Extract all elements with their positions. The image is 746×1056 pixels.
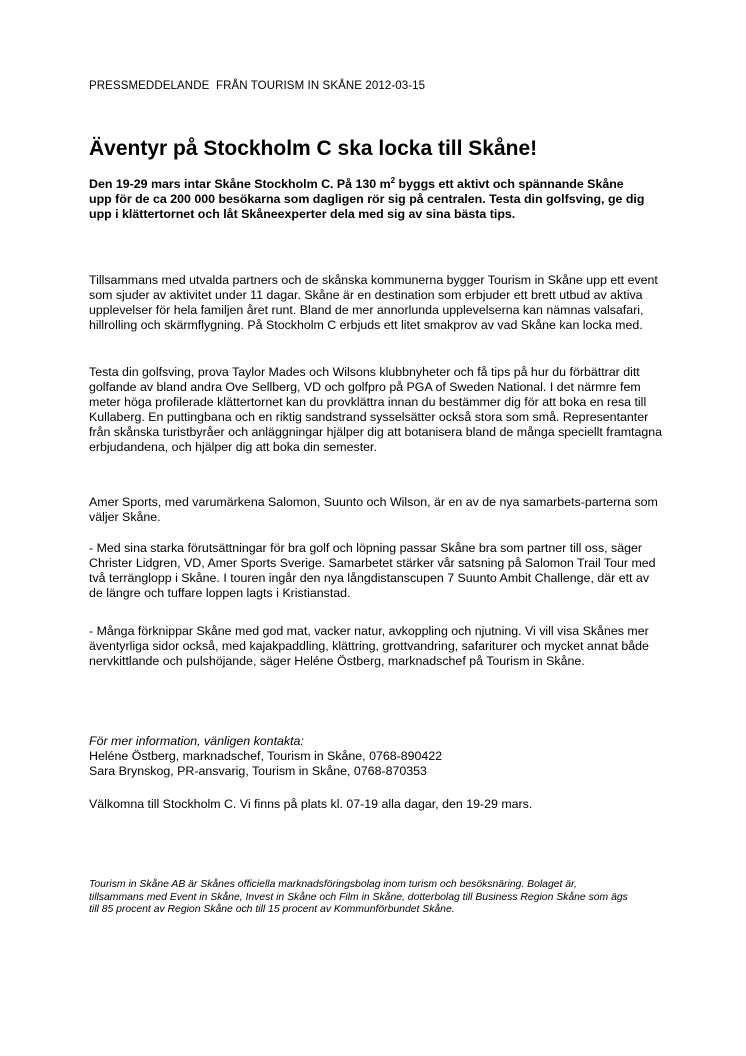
contact-block xyxy=(89,734,649,779)
contact-intro: För mer information, vänligen kontakta: xyxy=(89,734,304,748)
press-release-header: PRESSMEDDELANDE FRÅN TOURISM IN SKÅNE 2012-03-15 xyxy=(89,80,426,92)
body-paragraph-5: - Många förknippar Skåne med god mat, vacker natur, avkoppling och njutning. Vi vill visa Skånes mer äventyrliga sidor också, med kajakpaddling, klättring, grottvandring, safariturer och mycket annat både nervkittlande och pulshöjande, säger Heléne Östberg, marknadschef på Tourism in Skåne. xyxy=(89,624,649,668)
headline: Äventyr på Stockholm C ska locka till Skåne! xyxy=(89,137,538,160)
lead-text-end: byggs ett aktivt och spännande Skåne upp för de ca 200 000 besökarna som dagligen rör sig på centralen. Testa din golfsving, ge dig upp i klättertornet och låt Skåneexperter dela med sig av sina bästa tips. xyxy=(89,177,645,221)
body-paragraph-1: Tillsammans med utvalda partners och de skånska kommunerna bygger Tourism in Skåne upp ett event som sjuder av aktivitet under 11 dagar. Skåne är en destination som erbjuder ett brett utbud av aktiva upplevelser för hela familjen året runt. Bland de mer annorlunda upplevelserna kan nämnas valsafari, hillrolling och skärmflygning. På Stockholm C erbjuds ett litet smakprov av vad Skåne kan locka med. xyxy=(89,273,658,332)
body-paragraph-4: - Med sina starka förutsättningar för bra golf och löpning passar Skåne bra som partner till oss, säger Christer Lidgren, VD, Amer Sports Sverige. Samarbetet stärker vår satsning på Salomon Trail Tour med två terränglopp i Skåne. I touren ingår den nya långdistanscupen 7 Suunto Ambit Challenge, där ett av de längre och tuffare loppen lagts i Kristianstad. xyxy=(89,541,656,600)
lead-text-start: Den 19-29 mars intar Skåne Stockholm C. På 130 m xyxy=(89,177,391,191)
footer-note: Tourism in Skåne AB är Skånes officiella marknadsföringsbolag inom turism och besöksnäring. Bolaget är, tillsammans med Event in Skåne, Invest in Skåne och Film in Skåne, dotterbolag till Business Region Skåne som ägs till 85 procent av Region Skåne och till 15 procent av Kommunförbundet Skåne. xyxy=(89,879,628,916)
lead-paragraph xyxy=(89,177,649,222)
contact-line: Sara Brynskog, PR-ansvarig, Tourism in Skåne, 0768-870353 xyxy=(89,764,427,778)
body-paragraph-3: Amer Sports, med varumärkena Salomon, Suunto och Wilson, är en av de nya samarbets-parterna som väljer Skåne. xyxy=(89,495,658,524)
body-paragraph-2: Testa din golfsving, prova Taylor Mades och Wilsons klubbnyheter och få tips på hur du förbättrar ditt golfande av bland andra Ove Sellberg, VD och golfpro på PGA of Sweden National. I det närmre fem meter höga profilerade klättertornet kan du provklättra innan du bestämmer dig för att boka en resa till Kullaberg. En puttingbana och en riktig sandstrand sysselsätter också stora som små. Representanter från skånska turistbyråer och anläggningar hjälper dig att botanisera bland de många speciellt framtagna erbjudandena, och hjälper dig att boka din semester. xyxy=(89,365,663,454)
lead-superscript: 2 xyxy=(390,176,396,185)
welcome-text: Välkomna till Stockholm C. Vi finns på plats kl. 07-19 alla dagar, den 19-29 mars. xyxy=(89,797,533,811)
contact-line: Heléne Östberg, marknadschef, Tourism in Skåne, 0768-890422 xyxy=(89,749,443,763)
